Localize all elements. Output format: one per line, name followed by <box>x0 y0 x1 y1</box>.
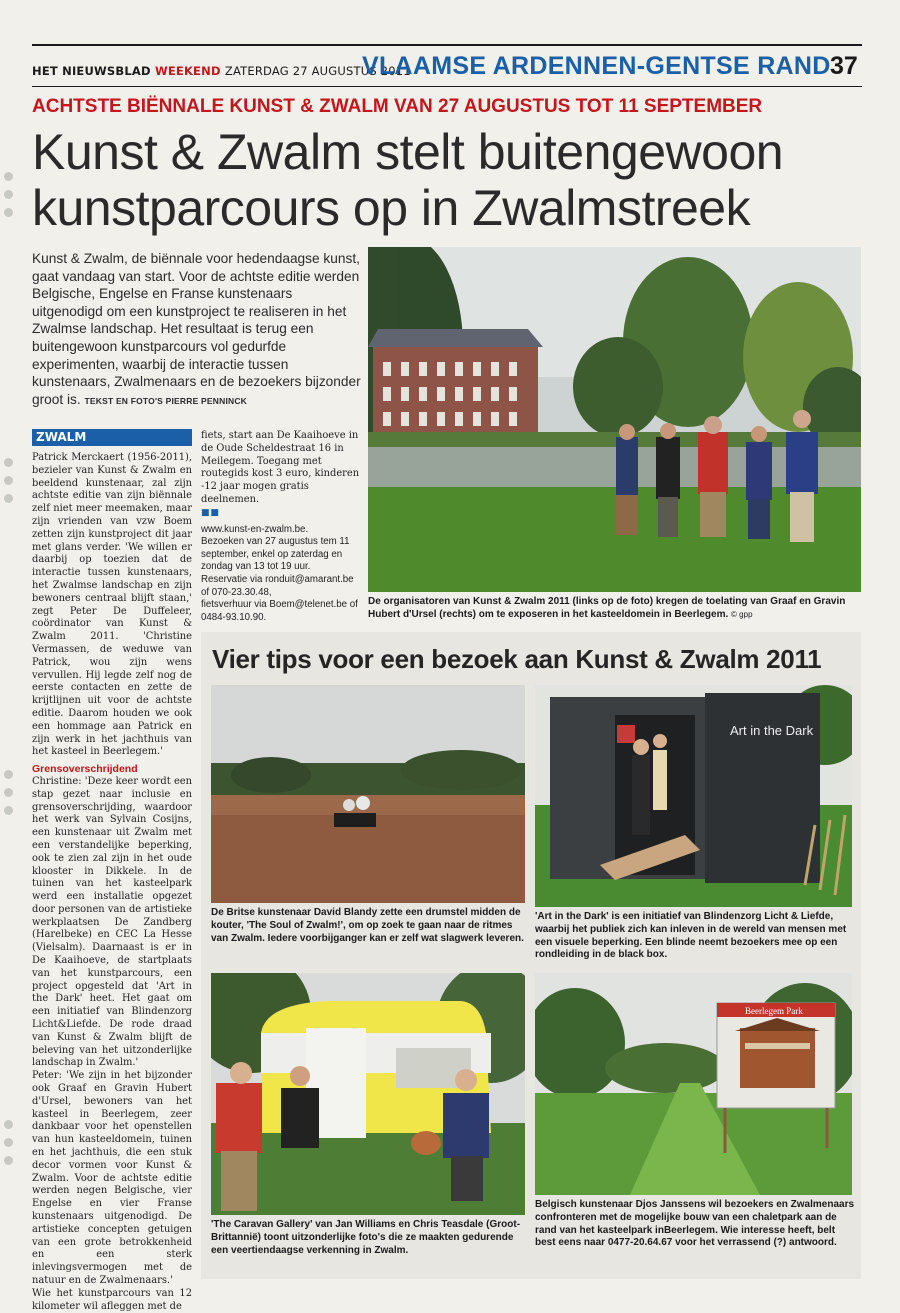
info-website[interactable]: www.kunst-en-zwalm.be. <box>201 523 309 535</box>
edition-label: WEEKEND <box>154 64 221 78</box>
tips-title: Vier tips voor een bezoek aan Kunst & Zwalm 2011 <box>212 644 822 674</box>
article-paragraph-4: Wie het kunstparcours van 12 kilometer wil afleggen met de <box>32 1287 192 1312</box>
article-paragraph-3: Peter: 'We zijn in het bijzonder ook Graaf en Gravin Hubert d'Ursel, bewoners van het kasteel in Beerlegem, zeer dankbaar voor het openstellen van hun kasteeldomein, tuinen en het jachthuis, die een stuk decor vormen voor Kunst & Zwalm. Voor de achtste editie werden negen Belgische, vier Engelse en vier Franse kunstenaars uitgenodigd. De artistieke concepten getuigen van een grote betrokkenheid en een sterk inlevingsvermogen met de natuur en de Zwalmenaars.' <box>32 1070 192 1286</box>
page-number: 37 <box>830 52 858 80</box>
headline-line-2: kunstparcours op in Zwalmstreek <box>32 180 751 236</box>
article-paragraph-1: Patrick Merckaert (1956-2011), bezieler van Kunst & Zwalm en beeldend kunstenaar, zal zijn achtste editie van zijn biënnale zelf niet meer meemaken, maar zijn vrienden van vzw Boem zetten zijn kunstproject dit jaar met glans verder. 'We willen er daarbij op toezien dat de interactie tussen kunstenaars, het Zwalmse landschap en zijn bewoners centraal blijft staan,' zegt Peter De Duffeleer, coördinator van Kunst & Zwalm 2011. 'Christine Vermassen, de weduwe van Patrick, wou zijn wens vervullen. Hij legde zelf nog de eerste contacten en zette de krijtlijnen uit voor de achtste editie. Daarom houden we ook een hommage aan Patrick en zijn werk in het jachthuis van het kasteel in Beerlegem.' <box>32 452 192 758</box>
tip-3-photo <box>211 973 525 1215</box>
info-marker: ■ ■ <box>201 507 218 518</box>
info-bike-rental: fietsverhuur via Boem@telenet.be of 0484-93.10.90. <box>201 599 358 623</box>
main-photo <box>368 247 861 592</box>
article-column-1 <box>32 452 192 1313</box>
intro-paragraph <box>32 250 362 410</box>
tip-2-caption: 'Art in the Dark' is een initiatief van Blindenzorg Licht & Liefde, waarbij het publiek zich kan inleven in de wereld van mensen met een visuele beperking. Een blinde neemt bezoekers mee op een rondleiding in de black box. <box>535 911 847 961</box>
info-dates: Bezoeken van 27 augustus tem 11 september, enkel op zaterdag en zondag van 13 tot 19 uur. <box>201 536 350 573</box>
intro-text: Kunst & Zwalm, de biënnale voor hedendaagse kunst, gaat vandaag van start. Voor de achtste editie werden Belgische, Engelse en Franse kunstenaars uitgenodigd om een kunstproject te realiseren in het Zwalmse landschap. Het resultaat is terug een buitengewoon kunstparcours vol gedurfde experimenten, waarbij de interactie tussen kunstenaars, Zwalmenaars en de bezoekers bijzonder groot is. <box>32 251 361 407</box>
location-label: ZWALM <box>32 429 192 446</box>
article-paragraph-5: fiets, start aan De Kaaihoeve in de Oude Scheldestraat 16 in Meilegem. Toegang met routegids kost 3 euro, kinderen -12 jaar mogen gratis deelnemen. <box>201 430 360 505</box>
billboard-sign-text: Beerlegem Park <box>745 1006 803 1016</box>
masthead <box>32 64 411 78</box>
paper-name: HET NIEUWSBLAD <box>32 64 151 78</box>
info-reservation: Reservatie via ronduit@amarant.be of 070-23.30.48, <box>201 573 354 598</box>
info-block <box>201 524 361 625</box>
container-sign-text: Art in the Dark <box>730 723 814 738</box>
main-caption-copyright: © gpp <box>731 609 753 619</box>
article-subhead: Grensoverschrijdend <box>32 763 138 776</box>
article-paragraph-2: Christine: 'Deze keer wordt een stap gezet naar inclusie en grensoverschrijding, waardoor het werk van Sylvain Cosijns, een kunstenaar uit Zwalm met een verstandelijke beperking, ook te zien zal zijn in het oude klooster in Dikkele. In de tuinen van het kasteelpark werd een installatie opgezet door personen van de artistieke werkplaatsen De Zandberg (Harelbeke) en CEC La Hesse (Vielsalm). Daarnaast is er in De Kaaihoeve, de startplaats van het kunstparcours, een project opgesteld dat 'Art in the Dark' heet. Het gaat om een initiatief van Blindenzorg Licht&Liefde. De rode draad van Kunst & Zwalm blijft de beleving van het uitzonderlijke landschap in Zwalm.' <box>32 775 192 1069</box>
tip-1-caption: De Britse kunstenaar David Blandy zette een drumstel midden de kouter, 'The Soul of Zwalm!', om op zoek te gaan naar de ritmes van Zwalm. Iedere voorbijganger kan er zelf wat slagwerk leveren. <box>211 907 524 944</box>
kicker: ACHTSTE BIËNNALE KUNST & ZWALM VAN 27 AUGUSTUS TOT 11 SEPTEMBER <box>32 96 763 117</box>
tip-2-photo <box>535 685 852 907</box>
section-title: VLAAMSE ARDENNEN-GENTSE RAND <box>362 52 831 80</box>
main-caption-text: De organisatoren van Kunst & Zwalm 2011 (links op de foto) kregen de toelating van Graaf en Gravin Hubert d'Ursel (rechts) om te exposeren in het kasteeldomein in Beerlegem. <box>368 596 846 620</box>
masthead-rule <box>32 86 862 87</box>
headline-line-1: Kunst & Zwalm stelt buitengewoon <box>32 124 784 180</box>
main-photo-caption <box>368 596 861 622</box>
tip-4-caption: Belgisch kunstenaar Djos Janssens wil bezoekers en Zwalmenaars confronteren met de mogelijke bouw van een chaletpark aan de rand van het kasteelpark inBeerlegem. Wie interesse heeft, belt best eens naar 0477-20.64.67 voor het verrassend (?) antwoord. <box>535 1199 855 1249</box>
tip-4-photo <box>535 973 852 1195</box>
photo-credit: TEKST EN FOTO'S PIERRE PENNINCK <box>84 395 248 406</box>
issue-date: ZATERDAG 27 AUGUSTUS 2011 <box>224 64 411 78</box>
top-rule <box>32 44 862 46</box>
headline <box>32 124 862 236</box>
tip-1-photo <box>211 685 525 903</box>
tip-3-caption: 'The Caravan Gallery' van Jan Williams en Chris Teasdale (Groot-Brittannië) toont uitzonderlijke foto's die ze maakten gedurende een veertiendaagse verkenning in Zwalm. <box>211 1219 521 1256</box>
article-column-2 <box>201 430 361 624</box>
